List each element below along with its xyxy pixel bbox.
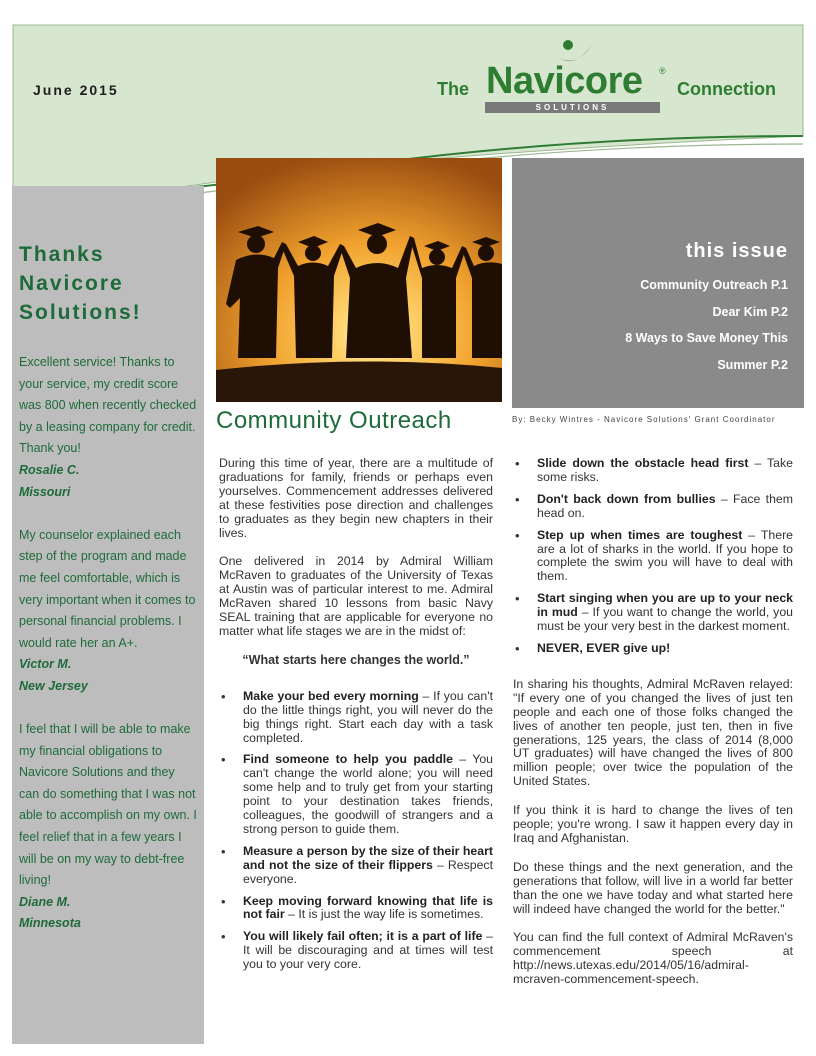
- lesson-heading: Start singing when you are up to your neck in mud: [537, 591, 793, 620]
- testimonial-name: Diane M.: [19, 894, 71, 909]
- issue-item: Dear Kim P.2: [712, 304, 788, 319]
- lesson-text: – Take some risks.: [537, 456, 793, 484]
- lesson-item: [513, 529, 793, 585]
- lesson-text: – If you want to change the world, you must be your very best in the darkest moment.: [537, 605, 793, 634]
- lesson-heading: You will likely fail often; it is a part of life: [243, 929, 483, 944]
- lesson-heading: Don't back down from bullies: [537, 491, 716, 506]
- lesson-heading: Find someone to help you paddle: [243, 752, 453, 767]
- testimonial-place: New Jersey: [19, 678, 88, 693]
- lesson-text: – It will be discouraging and at times will test you to your very core.: [243, 929, 493, 972]
- lesson-item: [219, 895, 493, 923]
- article-column-left: [219, 457, 493, 980]
- article-paragraph: During this time of year, there are a multitude of graduations for family, friends or perhaps even yourselves. Commencement addresses delivered at these festivities pose direction and challenges to graduates as they begin new chapters in their lives.: [219, 456, 493, 540]
- lesson-item: [219, 845, 493, 887]
- testimonial-place: Missouri: [19, 484, 71, 499]
- newsletter-title-prefix: The: [437, 79, 470, 99]
- issue-date: June 2015: [33, 82, 119, 98]
- lesson-heading: Keep moving forward knowing that life is not fair: [243, 893, 493, 922]
- sidebar-title-line: Thanks: [19, 243, 105, 266]
- lesson-text: – There are a lot of sharks in the world. If you hope to complete the swim you will have to deal with them.: [537, 527, 793, 584]
- lesson-item: [219, 930, 493, 972]
- testimonial-name: Rosalie C.: [19, 462, 80, 477]
- article-paragraph: In sharing his thoughts, Admiral McRaven relayed: "If every one of you changed the lives of just ten people and each one of those folks changed the lives of another ten people, just ten, then in five generations, 125 years, the class of 2014 (8,000 UT graduates) will have changed the lives of 800 million people; over twice the population of the United States.: [513, 676, 793, 789]
- lesson-heading: Make your bed every morning: [243, 688, 419, 703]
- lesson-item: [219, 690, 493, 746]
- article-paragraph: Do these things and the next generation, and the generations that follow, will live in a world far better than the one we have today and what started here will indeed have changed the world for the better.": [513, 859, 793, 916]
- issue-item: 8 Ways to Save Money This: [625, 331, 788, 345]
- brand-subtitle: SOLUTIONS: [535, 103, 610, 112]
- testimonial-name: Victor M.: [19, 657, 72, 672]
- testimonial: [19, 719, 197, 935]
- sidebar-title-line: Navicore: [19, 272, 124, 295]
- article-link-paragraph: You can find the full context of Admiral McRaven's commencement speech at http://news.utexas.edu/2014/05/16/admiral-mcraven-commencement-speech.: [513, 930, 793, 987]
- lesson-item: [513, 642, 793, 656]
- article-column-right: [513, 457, 793, 1002]
- article-quote: “What starts here changes the world.”: [242, 652, 470, 667]
- issue-item: Summer P.2: [717, 357, 788, 372]
- in-this-issue-title: this issue: [685, 240, 788, 262]
- lesson-text: – Face them head on.: [537, 491, 793, 520]
- in-this-issue-list: [520, 272, 788, 378]
- testimonial-list: [19, 352, 197, 957]
- testimonial-place: Minnesota: [19, 916, 81, 931]
- testimonial-text: I feel that I will be able to make my financial obligations to Navicore Solutions and they can do something that I was not able to accomplish on my own. I feel relief that in a few years I will be on my way to debt-free living!: [19, 722, 197, 888]
- sidebar-title-line: Solutions!: [19, 301, 142, 324]
- sidebar-title: [19, 240, 142, 327]
- newsletter-title-suffix: Connection: [677, 79, 776, 99]
- lesson-item: [219, 753, 493, 836]
- lesson-item: [513, 457, 793, 485]
- testimonial-text: My counselor explained each step of the program and made me feel comfortable, which is very important when it comes to personal financial problems. I would rate her an A+.: [19, 527, 196, 650]
- brand-name: Navicore: [486, 60, 643, 102]
- graduates-silhouette-image: [216, 158, 502, 402]
- brand-registered-mark: ®: [659, 66, 666, 76]
- lesson-list-left: [219, 690, 493, 972]
- lesson-heading: Slide down the obstacle head first: [537, 456, 749, 470]
- article-byline: By: Becky Wintres - Navicore Solutions' Grant Coordinator: [512, 415, 776, 424]
- article-paragraph: If you think it is hard to change the lives of ten people; you're wrong. I saw it happen every day in Iraq and Afghanistan.: [513, 803, 793, 845]
- lesson-item: [513, 493, 793, 521]
- issue-item: Community Outreach P.1: [640, 278, 788, 292]
- testimonial: [19, 352, 197, 503]
- lesson-text: – You can't change the world alone; you will need some help and to truly get from your starting point to your destination takes friends, colleagues, the goodwill of strangers and a strong person to guide them.: [243, 752, 493, 836]
- lesson-text: – It is just the way life is sometimes.: [284, 907, 484, 922]
- lesson-heading: NEVER, EVER give up!: [537, 640, 671, 655]
- article-title: Community Outreach: [216, 407, 452, 434]
- lesson-heading: Step up when times are toughest: [537, 527, 743, 542]
- testimonial-text: Excellent service! Thanks to your service, my credit score was 800 when recently checked by a leasing company for credit. Thank you!: [19, 355, 197, 456]
- lesson-item: [513, 592, 793, 634]
- graduates-photo: [216, 158, 502, 402]
- article-paragraph: One delivered in 2014 by Admiral William McRaven to graduates of the University of Texas at Austin was of particular interest to me. Admiral McRaven shared 10 lessons from basic Navy SEAL training that are applicable for everyone no matter what life stages we are in the midst of:: [219, 554, 493, 638]
- lesson-text: – Respect everyone.: [243, 857, 493, 886]
- lesson-text: – If you can't do the little things right, you will never do the big things right. Start each day with a task completed.: [243, 688, 493, 745]
- lesson-heading: Measure a person by the size of their heart and not the size of their flippers: [243, 843, 493, 872]
- lesson-list-right: [513, 457, 793, 656]
- testimonial: [19, 525, 197, 698]
